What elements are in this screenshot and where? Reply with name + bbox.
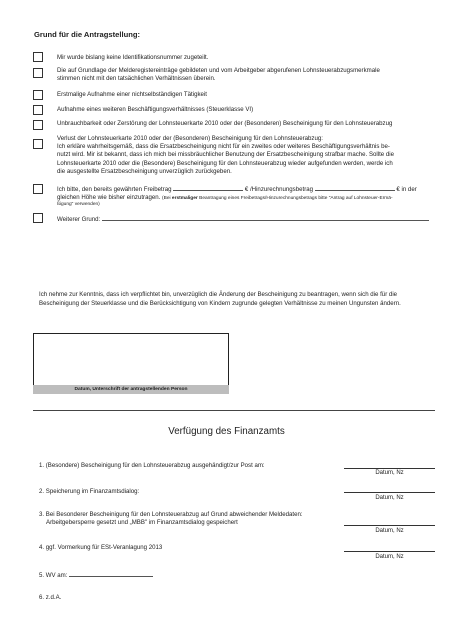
option-text: Die auf Grundlage der Melderegistereinträge gebildeten und vom Arbeitgeber abgerufenen Lohnsteuerabzugsmerkmale stimmen nicht mit den tatsächlichen Verhältnissen überein. bbox=[57, 67, 380, 83]
option-text: Unbrauchbarkeit oder Zerstörung der Lohnsteuerkarte 2010 oder der (Besonderen) Bescheinigung für den Lohnsteuerabzug bbox=[57, 120, 393, 127]
date-line-1[interactable] bbox=[344, 468, 435, 469]
checkbox-additional-employment[interactable] bbox=[33, 105, 43, 115]
datum-nz-label: Datum, Nz bbox=[375, 554, 404, 560]
verfuegung-item-3: 3. Bei Besonderer Bescheinigung für den Lohnsteuerabzug auf Grund abweichender Meldedaten: Arbeitgebersperre gesetzt und „MBB" im Finanzamtsdialog gespeichert bbox=[39, 511, 303, 526]
divider bbox=[33, 410, 435, 411]
checkbox-first-employment[interactable] bbox=[33, 90, 43, 100]
hinzurechnungsbetrag-field[interactable] bbox=[315, 184, 395, 191]
signature-field[interactable] bbox=[33, 333, 229, 391]
wv-date-field[interactable] bbox=[69, 570, 153, 577]
finanzamt-title: Verfügung des Finanzamts bbox=[168, 426, 285, 437]
datum-nz-label: Datum, Nz bbox=[375, 528, 404, 534]
datum-nz-label: Datum, Nz bbox=[375, 470, 404, 476]
date-line-3[interactable] bbox=[344, 525, 435, 526]
signature-caption: Datum, Unterschrift der antragstellenden Person bbox=[33, 385, 229, 394]
option-text-freibetrag: Ich bitte, den bereits gewährten Freibetrag € /Hinzurechnungsbetrag € in der gleichen Höhe wie bisher einzutragen. (Bei erstmaliger Beantragung eines Freibetrags/Hinzurechnungsbetrags bitte "Antrag auf Lohnsteuer-Ermä- ßigung" verwenden) bbox=[57, 186, 417, 208]
freibetrag-amount-field[interactable] bbox=[173, 184, 243, 191]
verfuegung-item-6: 6. z.d.A. bbox=[39, 594, 62, 601]
option-text: Mir wurde bislang keine Identifikationsnummer zugeteilt. bbox=[57, 54, 209, 61]
checkbox-no-id-number[interactable] bbox=[33, 52, 43, 62]
verfuegung-item-5: 5. WV am: bbox=[39, 570, 339, 580]
verfuegung-item-4: 4. ggf. Vormerkung für ESt-Veranlagung 2013 bbox=[39, 544, 163, 551]
date-line-2[interactable] bbox=[344, 492, 435, 493]
checkbox-merkmale-incorrect[interactable] bbox=[33, 68, 43, 78]
section-heading: Grund für die Antragstellung: bbox=[34, 30, 141, 39]
checkbox-card-lost[interactable] bbox=[33, 139, 43, 149]
option-text-loss: Verlust der Lohnsteuerkarte 2010 oder der (Besonderen) Bescheinigung für den Lohnsteuerabzug: Ich erkläre wahrheitsgemäß, dass die Ersatzbescheinigung nicht für ein zweites oder weiteres Beschäftigungsverhältnis be- nutzt wird. Mir ist bekannt, dass ich mich bei missbräuchlicher Benutzung der Ersatzbescheinigung strafbar mache. Sollte die Lohnsteuerkarte 2010 oder die (Besondere) Bescheinigung für den Lohnsteuerabzug wieder aufgefunden werden, werde ich die ausgestellte Ersatzbescheinigung unverzüglich zurückgeben. bbox=[57, 135, 395, 175]
checkbox-card-destroyed[interactable] bbox=[33, 120, 43, 130]
option-text: Aufnahme eines weiteren Beschäftigungsverhältnisses (Steuerklasse VI) bbox=[57, 106, 254, 113]
option-text: Erstmalige Aufnahme einer nichtselbständigen Tätigkeit bbox=[57, 91, 207, 98]
other-reason-row: Weiterer Grund: bbox=[57, 214, 439, 224]
checkbox-freibetrag[interactable] bbox=[33, 184, 43, 194]
checkbox-other-reason[interactable] bbox=[33, 213, 43, 223]
date-line-4[interactable] bbox=[344, 551, 435, 552]
verfuegung-item-1: 1. (Besondere) Bescheinigung für den Lohnsteuerabzug ausgehändigt/zur Post am: bbox=[39, 462, 265, 469]
other-reason-field[interactable] bbox=[102, 214, 429, 221]
verfuegung-item-2: 2. Speicherung im Finanzamtsdialog: bbox=[39, 488, 140, 495]
notice-text: Ich nehme zur Kenntnis, dass ich verpflichtet bin, unverzüglich die Änderung der Bescheinigung zu beantragen, wenn sich die für die Bescheinigung der Steuerklasse und die Berücksichtigung von Kindern zugrunde gelegten Verhältnisse zu meinen Ungunsten ändern. bbox=[39, 291, 401, 307]
datum-nz-label: Datum, Nz bbox=[375, 495, 404, 501]
